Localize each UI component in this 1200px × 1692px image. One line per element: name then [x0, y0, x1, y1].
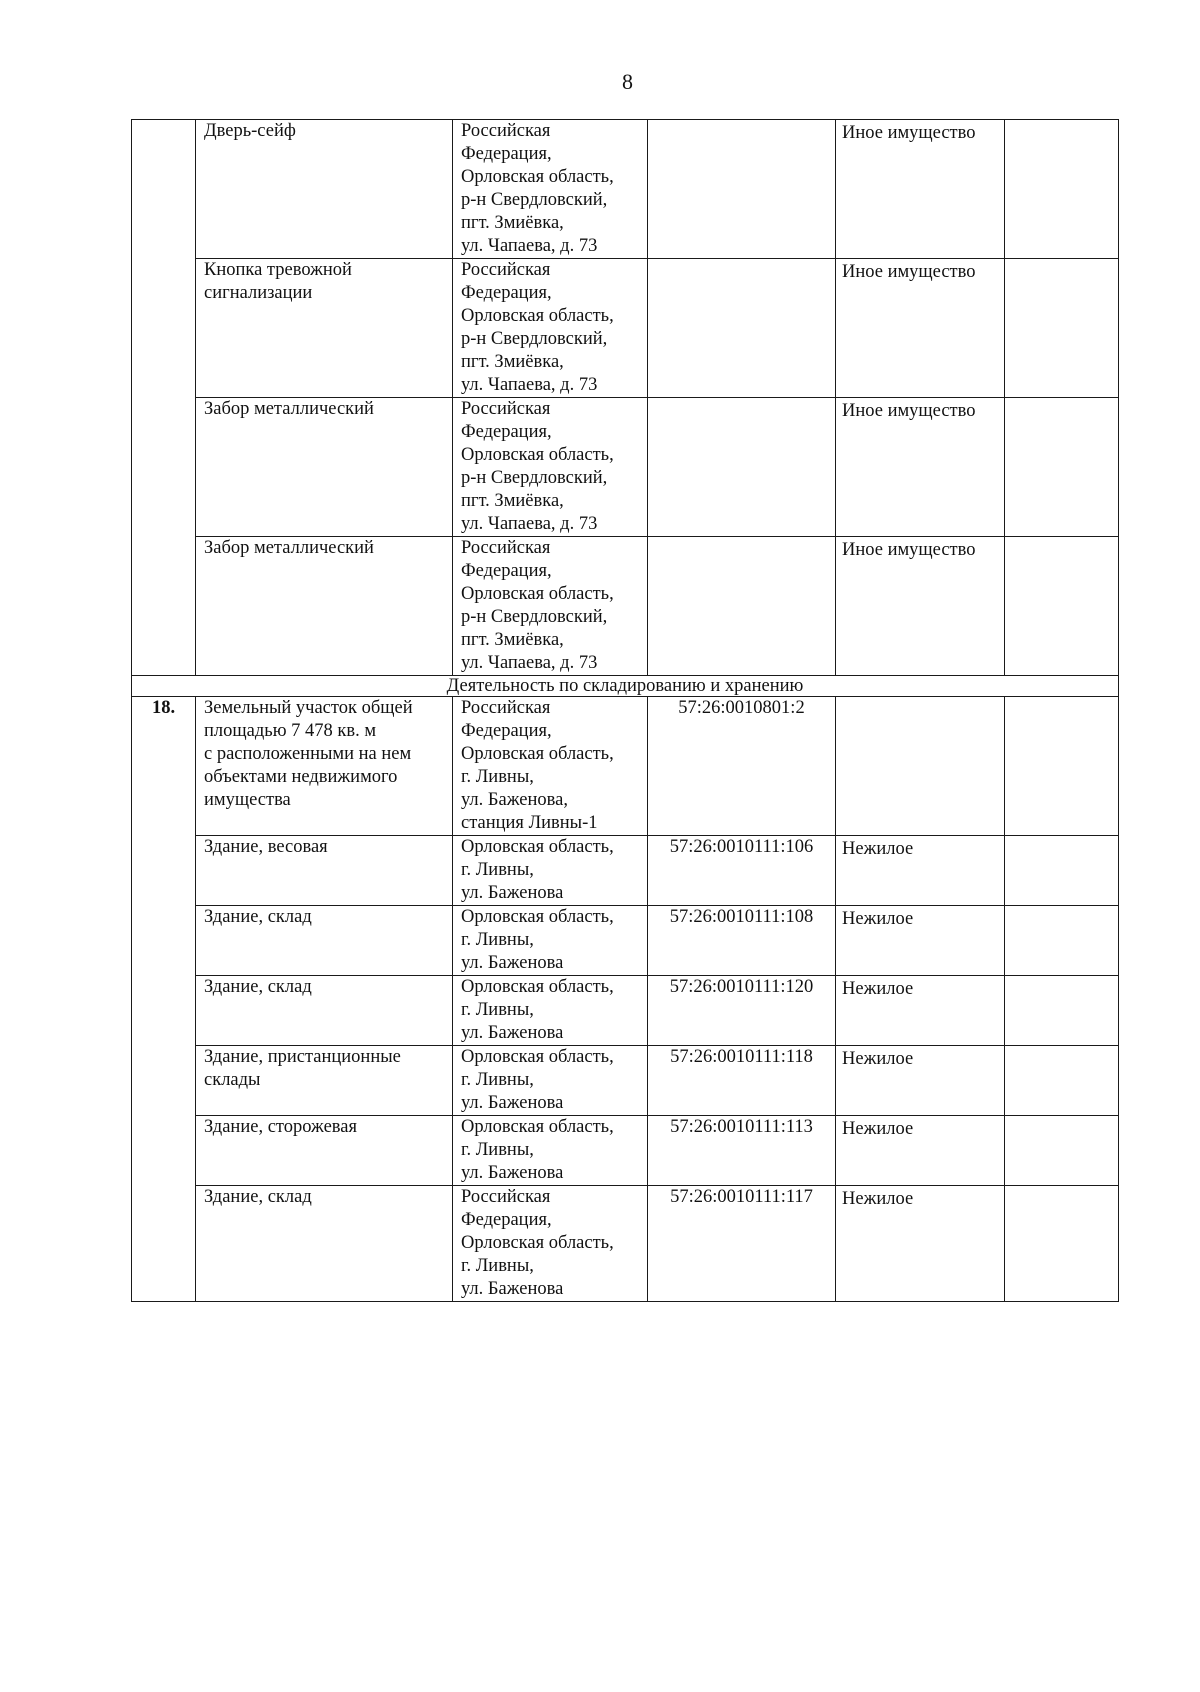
table-row: [132, 537, 1119, 676]
address-line: ул. Баженова,: [461, 790, 568, 810]
section-row: [132, 676, 1119, 697]
cadastral-number-cell: 57:26:0010111:113: [648, 1116, 836, 1186]
table-row: [132, 906, 1119, 976]
object-name-cell: [196, 120, 453, 259]
address-line: ул. Баженова: [461, 1279, 564, 1299]
row-number-cell: [132, 120, 196, 676]
name-line: Здание, весовая: [204, 837, 328, 857]
name-line: Здание, пристанционные: [204, 1047, 401, 1067]
address-line: Российская: [461, 698, 551, 718]
empty-cell: [1005, 906, 1119, 976]
name-line: объектами недвижимого: [204, 767, 398, 787]
address-line: Орловская область,: [461, 1117, 614, 1137]
object-name-cell: [196, 1186, 453, 1302]
address-cell: [453, 906, 648, 976]
object-name-cell: [196, 697, 453, 836]
address-line: ул. Баженова: [461, 883, 564, 903]
empty-cell: [1005, 259, 1119, 398]
address-line: Федерация,: [461, 1210, 552, 1230]
address-line: Орловская область,: [461, 584, 614, 604]
empty-cell: [1005, 976, 1119, 1046]
name-line: Кнопка тревожной: [204, 260, 352, 280]
name-line: склады: [204, 1070, 261, 1090]
upper-rows: [132, 120, 1119, 676]
lower-rows: [132, 697, 1119, 1302]
address-line: Российская: [461, 1187, 551, 1207]
name-line: Забор металлический: [204, 538, 374, 558]
table-row: [132, 1116, 1119, 1186]
empty-cell: [1005, 1046, 1119, 1116]
address-line: г. Ливны,: [461, 767, 534, 787]
address-line: Российская: [461, 399, 551, 419]
address-line: Орловская область,: [461, 445, 614, 465]
address-line: ул. Баженова: [461, 1163, 564, 1183]
property-type-cell: Нежилое: [836, 906, 1005, 976]
property-type-cell: Иное имущество: [836, 398, 1005, 537]
row-number-cell: 18.: [132, 697, 196, 1302]
address-line: г. Ливны,: [461, 860, 534, 880]
property-type-cell: Нежилое: [836, 1046, 1005, 1116]
address-line: р-н Свердловский,: [461, 468, 608, 488]
address-line: Российская: [461, 538, 551, 558]
address-line: ул. Чапаева, д. 73: [461, 514, 598, 534]
address-cell: [453, 398, 648, 537]
address-cell: [453, 1116, 648, 1186]
object-name-cell: [196, 398, 453, 537]
address-line: пгт. Змиёвка,: [461, 630, 564, 650]
address-line: Российская: [461, 260, 551, 280]
cadastral-number-cell: 57:26:0010111:117: [648, 1186, 836, 1302]
address-cell: [453, 976, 648, 1046]
address-line: р-н Свердловский,: [461, 190, 608, 210]
empty-cell: [1005, 697, 1119, 836]
address-line: р-н Свердловский,: [461, 329, 608, 349]
property-type-cell: Нежилое: [836, 976, 1005, 1046]
address-line: ул. Баженова: [461, 1023, 564, 1043]
address-line: р-н Свердловский,: [461, 607, 608, 627]
empty-cell: [1005, 398, 1119, 537]
address-line: пгт. Змиёвка,: [461, 491, 564, 511]
address-line: ул. Чапаева, д. 73: [461, 375, 598, 395]
property-type-cell: Нежилое: [836, 1186, 1005, 1302]
address-line: ул. Баженова: [461, 1093, 564, 1113]
address-line: Орловская область,: [461, 306, 614, 326]
cadastral-number-cell: 57:26:0010111:106: [648, 836, 836, 906]
empty-cell: [1005, 120, 1119, 259]
name-line: Здание, склад: [204, 977, 312, 997]
property-table: [131, 119, 1119, 1302]
table-row: [132, 1046, 1119, 1116]
cadastral-number-cell: 57:26:0010111:120: [648, 976, 836, 1046]
table-row: [132, 697, 1119, 836]
object-name-cell: [196, 1046, 453, 1116]
table-row: [132, 398, 1119, 537]
address-cell: [453, 120, 648, 259]
address-line: г. Ливны,: [461, 1000, 534, 1020]
address-line: г. Ливны,: [461, 1256, 534, 1276]
name-line: Здание, сторожевая: [204, 1117, 357, 1137]
object-name-cell: [196, 836, 453, 906]
object-name-cell: [196, 976, 453, 1046]
cadastral-number-cell: 57:26:0010111:108: [648, 906, 836, 976]
name-line: имущества: [204, 790, 291, 810]
empty-cell: [1005, 836, 1119, 906]
property-type-cell: Нежилое: [836, 1116, 1005, 1186]
property-type-cell: Нежилое: [836, 836, 1005, 906]
empty-cell: [1005, 537, 1119, 676]
address-line: г. Ливны,: [461, 930, 534, 950]
table-row: [132, 120, 1119, 259]
object-name-cell: [196, 1116, 453, 1186]
address-line: Орловская область,: [461, 167, 614, 187]
property-type-cell: Иное имущество: [836, 537, 1005, 676]
name-line: Земельный участок общей: [204, 698, 413, 718]
address-line: станция Ливны-1: [461, 813, 598, 833]
address-line: пгт. Змиёвка,: [461, 352, 564, 372]
empty-cell: [1005, 1186, 1119, 1302]
name-line: сигнализации: [204, 283, 313, 303]
address-cell: [453, 537, 648, 676]
address-line: г. Ливны,: [461, 1070, 534, 1090]
address-line: Орловская область,: [461, 837, 614, 857]
empty-cell: [1005, 1116, 1119, 1186]
property-type-cell: [836, 697, 1005, 836]
cadastral-number-cell: [648, 120, 836, 259]
cadastral-number-cell: [648, 537, 836, 676]
address-line: ул. Баженова: [461, 953, 564, 973]
address-line: Российская: [461, 121, 551, 141]
section-title: Деятельность по складированию и хранению: [132, 676, 1119, 697]
address-line: Федерация,: [461, 144, 552, 164]
address-line: Орловская область,: [461, 1047, 614, 1067]
cadastral-number-cell: [648, 259, 836, 398]
address-line: пгт. Змиёвка,: [461, 213, 564, 233]
address-line: Орловская область,: [461, 1233, 614, 1253]
address-line: ул. Чапаева, д. 73: [461, 653, 598, 673]
address-line: г. Ливны,: [461, 1140, 534, 1160]
address-line: Федерация,: [461, 721, 552, 741]
name-line: Дверь-сейф: [204, 121, 296, 141]
address-line: Орловская область,: [461, 907, 614, 927]
cadastral-number-cell: 57:26:0010111:118: [648, 1046, 836, 1116]
address-cell: [453, 1046, 648, 1116]
table-row: [132, 259, 1119, 398]
page-number: 8: [622, 69, 633, 94]
address-cell: [453, 836, 648, 906]
name-line: Здание, склад: [204, 907, 312, 927]
table-row: [132, 1186, 1119, 1302]
address-line: Орловская область,: [461, 744, 614, 764]
name-line: Здание, склад: [204, 1187, 312, 1207]
property-type-cell: Иное имущество: [836, 120, 1005, 259]
cadastral-number-cell: [648, 398, 836, 537]
address-cell: [453, 697, 648, 836]
address-line: ул. Чапаева, д. 73: [461, 236, 598, 256]
object-name-cell: [196, 537, 453, 676]
name-line: с расположенными на нем: [204, 744, 412, 764]
address-line: Федерация,: [461, 422, 552, 442]
address-line: Федерация,: [461, 561, 552, 581]
name-line: Забор металлический: [204, 399, 374, 419]
address-line: Орловская область,: [461, 977, 614, 997]
object-name-cell: [196, 259, 453, 398]
address-cell: [453, 1186, 648, 1302]
table-row: [132, 836, 1119, 906]
name-line: площадью 7 478 кв. м: [204, 721, 377, 741]
object-name-cell: [196, 906, 453, 976]
table-row: [132, 976, 1119, 1046]
property-type-cell: Иное имущество: [836, 259, 1005, 398]
address-cell: [453, 259, 648, 398]
address-line: Федерация,: [461, 283, 552, 303]
cadastral-number-cell: 57:26:0010801:2: [648, 697, 836, 836]
